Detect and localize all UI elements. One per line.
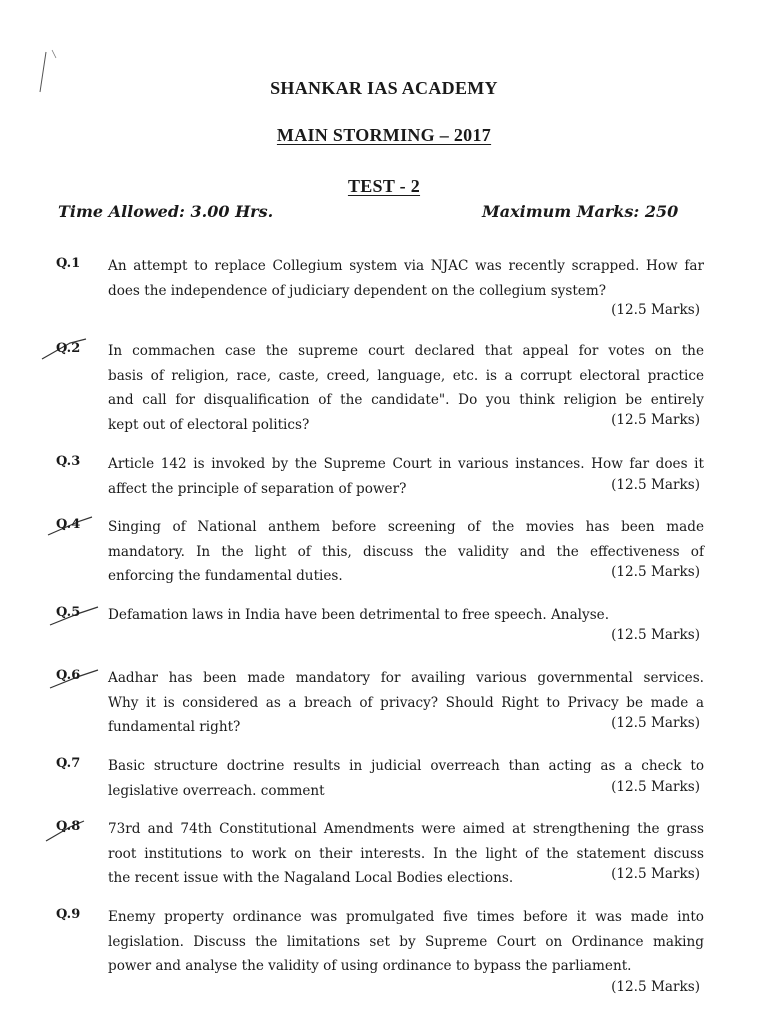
question-number: Q.7	[56, 756, 81, 771]
question-line: Enemy property ordinance was promulgated five times before it was made into	[108, 909, 704, 925]
question-text	[108, 603, 704, 628]
question-number: Q.1	[56, 256, 81, 271]
question-text	[108, 905, 704, 979]
question-number: Q.9	[56, 907, 81, 922]
question-number: Q.5	[56, 605, 81, 620]
maximum-marks: Maximum Marks: 250	[482, 202, 679, 221]
question-line: basis of religion, race, caste, creed, language, etc. is a corrupt electoral practice	[108, 367, 704, 384]
question-line: enforcing the fundamental duties.	[108, 568, 343, 584]
question-marks: (12.5 Marks)	[611, 779, 700, 795]
program-title: MAIN STORMING – 2017	[276, 125, 492, 145]
question-line: Defamation laws in India have been detrimental to free speech. Analyse.	[108, 607, 610, 623]
question-line: power and analyse the validity of using ordinance to bypass the parliament.	[108, 958, 632, 974]
question-text	[108, 254, 704, 303]
time-allowed: Time Allowed: 3.00 Hrs.	[58, 202, 274, 221]
question-line: the recent issue with the Nagaland Local Bodies elections.	[108, 870, 514, 886]
question-number: Q.8	[56, 819, 81, 834]
question-marks: (12.5 Marks)	[611, 302, 700, 318]
question-line: legislative overreach. comment	[108, 782, 325, 799]
question-line: Why it is considered as a breach of privacy? Should Right to Privacy be made a	[108, 694, 704, 711]
question-number: Q.4	[56, 517, 81, 532]
question-line: Article 142 is invoked by the Supreme Court in various instances. How far does it	[108, 456, 704, 472]
question-number: Q.3	[56, 454, 81, 469]
question-line: does the independence of judiciary dependent on the collegium system?	[108, 282, 607, 299]
question-marks: (12.5 Marks)	[611, 477, 700, 493]
question-line: In commachen case the supreme court declared that appeal for votes on the	[108, 343, 704, 359]
question-line: Aadhar has been made mandatory for availing various governmental services.	[108, 670, 704, 686]
question-line: 73rd and 74th Constitutional Amendments were aimed at strengthening the grass	[108, 821, 704, 837]
question-line: root institutions to work on their interests. In the light of the statement discuss	[108, 845, 704, 862]
question-number: Q.2	[56, 341, 81, 356]
question-line: Singing of National anthem before screening of the movies has been made	[108, 519, 704, 535]
question-number: Q.6	[56, 668, 81, 683]
question-line: An attempt to replace Collegium system via NJAC was recently scrapped. How far	[108, 258, 704, 274]
question-marks: (12.5 Marks)	[611, 627, 700, 643]
question-marks: (12.5 Marks)	[611, 979, 700, 995]
question-line: fundamental right?	[108, 719, 241, 735]
question-line: legislation. Discuss the limitations set by Supreme Court on Ordinance making	[108, 933, 704, 950]
question-line: affect the principle of separation of power?	[108, 480, 407, 497]
question-line: mandatory. In the light of this, discuss the validity and the effectiveness of	[108, 543, 704, 560]
question-line: kept out of electoral politics?	[108, 416, 310, 433]
question-marks: (12.5 Marks)	[611, 866, 700, 882]
academy-name: SHANKAR IAS ACADEMY	[270, 78, 498, 98]
question-line: Basic structure doctrine results in judicial overreach than acting as a check to	[108, 758, 704, 774]
question-line: and call for disqualification of the candidate". Do you think religion be entirely	[108, 392, 704, 408]
question-marks: (12.5 Marks)	[611, 412, 700, 428]
question-marks: (12.5 Marks)	[611, 564, 700, 580]
test-title: TEST - 2	[347, 176, 421, 196]
question-marks: (12.5 Marks)	[611, 715, 700, 731]
